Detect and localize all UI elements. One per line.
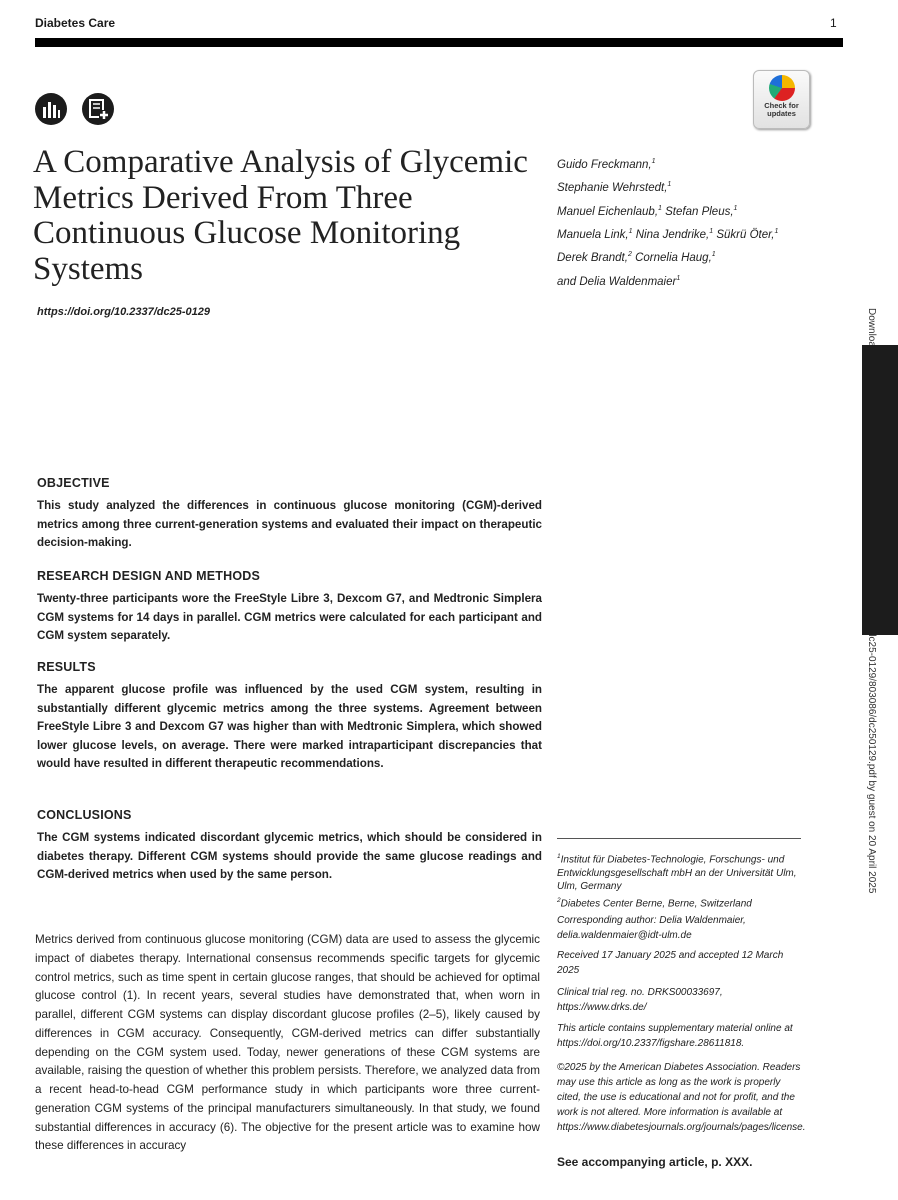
results-text: The apparent glucose profile was influenced by the used CGM system, resulting in substantially different glycemic metrics among the three systems. Agreement between FreeStyle Libre 3 and Dexcom G7 was higher than with Medtronic Simplera, which showed lower glucose levels, on average. There were marked intraparticipant discrepancies that would have resulted in different therapeutic recommendations. (37, 683, 542, 771)
accompanying-article-link[interactable]: See accompanying article, p. XXX. (557, 1155, 753, 1169)
supplementary-data-icon[interactable] (82, 93, 114, 125)
page-number: 1 (830, 16, 837, 30)
check-badge-line1: Check for (764, 101, 799, 110)
author-line: Stephanie Wehrstedt,$^1$ (557, 181, 672, 195)
objective-heading: OBJECTIVE (37, 476, 110, 490)
author-line: Manuel Eichenlaub,$^1$ Stefan Pleus,$^1$ (557, 204, 738, 218)
journal-name: Diabetes Care (35, 16, 116, 30)
trial-registration: Clinical trial reg. no. DRKS00033697, https://www.drks.de/ (557, 987, 723, 1013)
corresponding-author: Corresponding author: Delia Waldenmaier, delia.waldenmaier@idt-ulm.de (557, 915, 746, 941)
article-doi[interactable]: https://doi.org/10.2337/dc25-0129 (37, 306, 211, 318)
affiliation-1: $^1$Institut für Diabetes-Technologie, Forschungs- und Entwicklungsgesellschaft mbH an der Universität Ulm, Ulm, Germany (557, 853, 797, 893)
body-paragraph: Metrics derived from continuous glucose monitoring (CGM) data are used to assess the glycemic impact of diabetes therapy. International consensus recommends specific targets for glycemic control metrics, such as time spent in certain glucose ranges, that should be achieved for optimal glucose control (1). In recent years, several studies have demonstrated that, when worn in parallel, different CGM systems can display discordant glucose profiles (2–5), likely caused by differences in CGM accuracy. Consequently, CGM-derived metrics can differ substantially depending on the CGM system used. Today, newer generations of these CGM systems are available, raising the question of whether this problem persists. Therefore, we analyzed data from a recent head-to-head CGM performance study in which participants wore three current-generation CGM systems of the principal manufacturers simultaneously. In that study, we found substantial differences in accuracy (6). The objective for the present article was to examine how these differences in accuracy (35, 933, 540, 1153)
bar-chart-icon[interactable] (35, 93, 67, 125)
article-type-label: BRIEF REPORT (845, 490, 857, 581)
results-heading: RESULTS (37, 660, 96, 674)
methods-heading: RESEARCH DESIGN AND METHODS (37, 569, 261, 583)
objective-text: This study analyzed the differences in continuous glucose monitoring (CGM)-derived metrics among three current-generation systems and evaluated their impact on therapeutic decision-making. (37, 499, 542, 550)
affiliation-2: $^2$Diabetes Center Berne, Berne, Switzerland (557, 897, 752, 910)
author-line: Manuela Link,$^1$ Nina Jendrike,$^1$ Sükrü Öter,$^1$ (557, 227, 779, 241)
check-badge-line2: updates (767, 109, 796, 118)
received-date: Received 17 January 2025 and accepted 12 March 2025 (557, 950, 784, 976)
author-line: and Delia Waldenmaier$^1$ (557, 274, 681, 288)
check-for-updates-icon (769, 75, 795, 101)
copyright-note: ©2025 by the American Diabetes Association. Readers may use this article as long as the work is properly cited, the use is educational and not for profit, and the work is not altered. More information is available at https://www.diabetesjournals.org/journals/pages/license. (557, 1062, 806, 1133)
conclusions-text: The CGM systems indicated discordant glycemic metrics, which should be considered in diabetes therapy. Different CGM systems should provide the same glucose readings and CGM-derived metrics when used by the same person. (37, 831, 542, 882)
header-rule (35, 38, 843, 47)
methods-text: Twenty-three participants wore the FreeStyle Libre 3, Dexcom G7, and Medtronic Simplera CGM systems for 14 days in parallel. CGM metrics were calculated for each participant and CGM system separately. (37, 592, 542, 643)
author-line: Guido Freckmann,$^1$ (557, 158, 656, 171)
author-list (557, 152, 837, 292)
supplementary-note: This article contains supplementary material online at https://doi.org/10.2337/figshare.28611818. (557, 1023, 793, 1049)
notes-divider (557, 838, 801, 839)
author-line: Derek Brandt,$^2$ Cornelia Haug,$^1$ (557, 251, 716, 265)
article-title: A Comparative Analysis of Glycemic Metrics Derived From Three Continuous Glucose Monitoring Systems (33, 144, 528, 287)
check-for-updates-badge[interactable] (753, 70, 810, 129)
conclusions-heading: CONCLUSIONS (37, 808, 132, 822)
article-type-tab (862, 345, 898, 635)
